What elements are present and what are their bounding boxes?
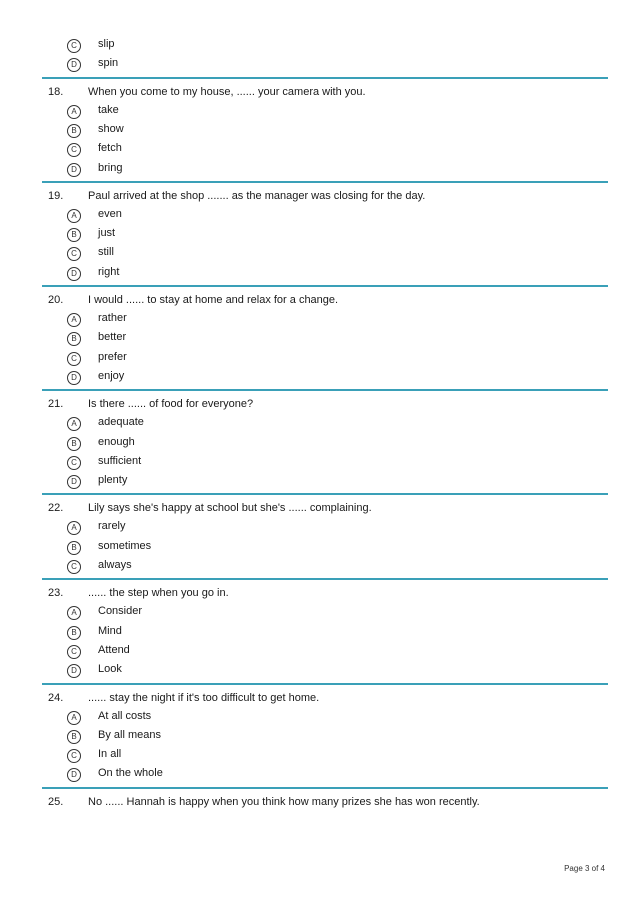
question-text: ...... stay the night if it's too difficult to get home. <box>88 691 320 704</box>
question-divider <box>42 389 608 391</box>
option-text: even <box>98 207 122 220</box>
option-text: just <box>98 227 116 240</box>
question-text: No ...... Hannah is happy when you think how many prizes she has won recently. <box>88 795 480 808</box>
option-letter-circle[interactable]: B <box>67 228 81 242</box>
page-number: Page 3 of 4 <box>564 864 605 873</box>
option-letter-circle[interactable]: D <box>67 267 81 281</box>
option-letter-circle[interactable]: C <box>67 560 81 574</box>
option-text: rather <box>98 312 127 324</box>
question-divider <box>42 181 608 183</box>
option-text: right <box>98 265 120 278</box>
question-text: ...... the step when you go in. <box>88 587 229 600</box>
option-letter-circle[interactable]: A <box>67 521 81 535</box>
option-text: Consider <box>98 605 143 618</box>
question-number: 19. <box>48 189 64 202</box>
option-letter-circle[interactable]: B <box>67 626 81 640</box>
question-text: Paul arrived at the shop ....... as the manager was closing for the day. <box>88 189 426 202</box>
option-letter-circle[interactable]: D <box>67 163 81 177</box>
option-text: In all <box>98 748 122 761</box>
option-text: Look <box>98 663 122 676</box>
option-text: sometimes <box>98 539 152 552</box>
question-divider <box>42 493 608 495</box>
option-text: enjoy <box>98 369 125 382</box>
option-text: By all means <box>98 728 161 741</box>
question-divider <box>42 77 608 79</box>
option-text: On the whole <box>98 767 163 780</box>
option-letter-circle[interactable]: A <box>67 105 81 119</box>
option-text: rarely <box>98 520 126 533</box>
question-divider <box>42 683 608 685</box>
option-text: At all costs <box>98 709 152 722</box>
option-letter-circle[interactable]: D <box>67 58 81 72</box>
option-text: plenty <box>98 474 128 487</box>
option-letter-circle[interactable]: B <box>67 332 81 346</box>
option-letter-circle[interactable]: A <box>67 313 81 327</box>
option-text: always <box>98 559 132 571</box>
option-letter-circle[interactable]: D <box>67 475 81 489</box>
option-letter-circle[interactable]: C <box>67 39 81 53</box>
option-letter-circle[interactable]: C <box>67 143 81 157</box>
option-text: Mind <box>98 624 122 637</box>
option-letter-circle[interactable]: C <box>67 352 81 366</box>
question-divider <box>42 787 608 789</box>
option-letter-circle[interactable]: C <box>67 456 81 470</box>
option-text: still <box>98 246 114 259</box>
option-letter-circle[interactable]: C <box>67 645 81 659</box>
question-number: 18. <box>48 85 64 98</box>
question-divider <box>42 285 608 287</box>
option-text: adequate <box>98 416 144 429</box>
question-divider <box>42 578 608 580</box>
option-letter-circle[interactable]: A <box>67 209 81 223</box>
option-text: fetch <box>98 142 122 155</box>
option-letter-circle[interactable]: B <box>67 730 81 744</box>
option-letter-circle[interactable]: B <box>67 437 81 451</box>
question-text: I would ...... to stay at home and relax for a change. <box>88 294 339 306</box>
question-number: 23. <box>48 587 64 600</box>
question-number: 20. <box>48 294 64 306</box>
question-text: When you come to my house, ...... your camera with you. <box>88 85 366 98</box>
option-text: take <box>98 103 119 116</box>
option-text: sufficient <box>98 454 142 467</box>
question-number: 24. <box>48 691 64 704</box>
option-letter-circle[interactable]: B <box>67 124 81 138</box>
option-letter-circle[interactable]: C <box>67 749 81 763</box>
option-letter-circle[interactable]: B <box>67 541 81 555</box>
option-text: prefer <box>98 350 127 363</box>
option-text: show <box>98 122 124 135</box>
option-text: Attend <box>98 643 130 656</box>
question-text: Lily says she's happy at school but she's ...... complaining. <box>88 502 372 515</box>
option-text: slip <box>98 38 115 50</box>
option-letter-circle[interactable]: A <box>67 417 81 431</box>
option-letter-circle[interactable]: C <box>67 247 81 261</box>
option-letter-circle[interactable]: D <box>67 371 81 385</box>
option-text: enough <box>98 435 135 448</box>
option-letter-circle[interactable]: D <box>67 768 81 782</box>
question-text: Is there ...... of food for everyone? <box>88 398 254 411</box>
option-text: spin <box>98 57 119 70</box>
option-text: better <box>98 331 127 344</box>
question-number: 22. <box>48 502 64 515</box>
option-letter-circle[interactable]: A <box>67 711 81 725</box>
option-letter-circle[interactable]: A <box>67 606 81 620</box>
question-number: 21. <box>48 398 64 411</box>
option-text: bring <box>98 161 123 174</box>
question-number: 25. <box>48 795 64 808</box>
option-letter-circle[interactable]: D <box>67 664 81 678</box>
